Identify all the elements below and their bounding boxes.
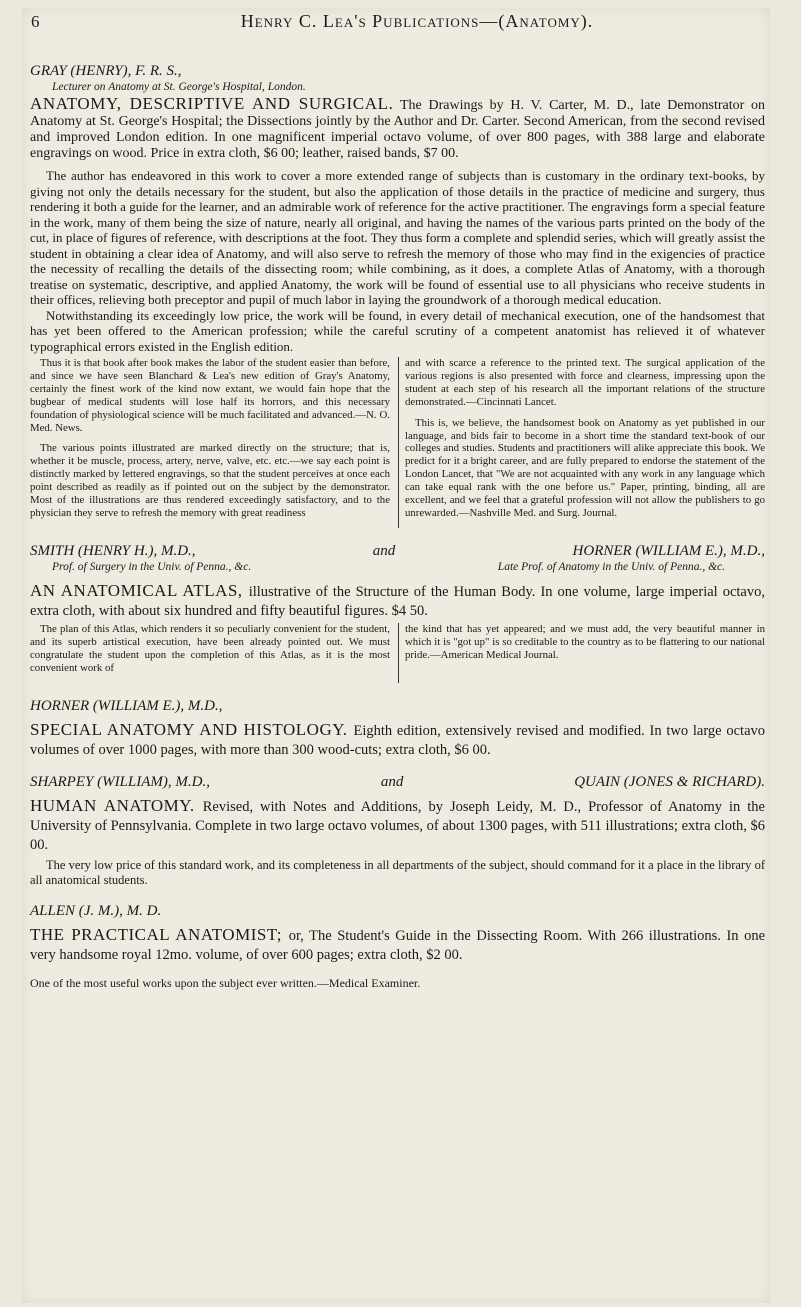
- page-header: [22, 8, 770, 38]
- book-details: illustrative of the Structure of the Human Body. In one volume, large imperial octavo, extra cloth, with about six hundred and fifty beautiful figures. $4 50.: [30, 583, 765, 619]
- author-heading: GRAY (HENRY), F. R. S.,: [30, 63, 182, 79]
- author-affiliation: Prof. of Surgery in the Univ. of Penna., &c.: [52, 560, 252, 573]
- book-title: AN ANATOMICAL ATLAS,: [30, 580, 243, 600]
- review-quote: One of the most useful works upon the subject ever written.—Medical Examiner.: [30, 975, 421, 990]
- book-details: The Drawings by H. V. Carter, M. D., late Demonstrator on Anatomy at St. George's Hospital; the Dissections jointly by the Author and Dr. Carter. Second American, from the second revised and improved London edition. In one magnificent imperial octavo volume, of over 800 pages, with 388 large and elaborate engravings on wood. Price in extra cloth, $6 00; leather, raised bands, $7 00.: [30, 98, 766, 161]
- author-affiliation: Late Prof. of Anatomy in the Univ. of Penna., &c.: [497, 560, 725, 573]
- review-quote: and with scarce a reference to the printed text. The surgical application of the various regions is also presented with force and clearness, impressing upon the student at each step of his research all the important relations of the structure demonstrated.—Cincinnati Lancet.: [405, 357, 765, 408]
- body-paragraph: The very low price of this standard work, and its completeness in all departments of the subject, should command for it a place in the library of all anatomical students.: [30, 857, 765, 887]
- and-connector: and: [372, 542, 396, 559]
- author-heading: ALLEN (J. M.), M. D.: [30, 902, 162, 919]
- book-title: ANATOMY, DESCRIPTIVE AND SURGICAL.: [30, 94, 394, 113]
- author-heading: SHARPEY (WILLIAM), M.D.,: [30, 773, 210, 790]
- author-heading: HORNER (WILLIAM E.), M.D.,: [30, 697, 223, 714]
- body-paragraph: The author has endeavored in this work to cover a more extended range of subjects than is customary in the ordinary text-books, by giving not only the details necessary for the student, but also the application of those details in the practice of medicine and surgery, thus rendering it both a guide for the learner, and an admirable work of reference for the active practitioner. The engravings form a special feature in the work, many of them being the size of nature, nearly all original, and having the names of the various parts printed on the body of the cut, in place of figures of reference, with descriptions at the foot. They thus form a complete and splendid series, which will greatly assist the student in obtaining a clear idea of Anatomy, and will also serve to refresh the memory of those who may find in the exigencies of practice the necessity of recalling the details of the dissecting room; while combining, as it does, a complete Atlas of Anatomy, with a thorough treatise on systematic, descriptive, and applied Anatomy, the work will be found of essential use to all physicians who receive students in their offices, relieving both preceptor and pupil of much labor in laying the groundwork of a thorough medical education.: [30, 168, 765, 307]
- entry-sharpey-quain: [30, 773, 765, 888]
- book-details: Eighth edition, extensively revised and modified. In two large octavo volumes of over 1000 pages, with more than 300 wood-cuts; extra cloth, $6 00.: [30, 722, 765, 758]
- book-title: SPECIAL ANATOMY AND HISTOLOGY.: [30, 719, 348, 739]
- entry-description: [30, 721, 765, 759]
- review-quote: This is, we believe, the handsomest book on Anatomy as yet published in our language, and bids fair to become in a short time the standard text-book of our colleges and studies. Students and practitioners will alike appreciate this book. We predict for it a bright career, and are fully prepared to endorse the statement of the London Lancet, that "We are not acquainted with any work in any language which can take equal rank with the one before us." Paper, printing, binding, all are excellent, and we feel that a grateful profession will not allow the publishers to go unrewarded.—Nashville Med. and Surg. Journal.: [405, 416, 765, 519]
- author-heading: SMITH (HENRY H.), M.D.,: [30, 542, 196, 559]
- page-number: 6: [31, 12, 40, 31]
- review-column-left: [30, 357, 390, 528]
- entry-smith-horner: [30, 542, 765, 683]
- review-column-left: [30, 623, 390, 683]
- review-columns: [30, 357, 765, 528]
- entry-description: [30, 926, 765, 964]
- entry-gray: [30, 62, 765, 528]
- author-heading: QUAIN (JONES & RICHARD).: [574, 773, 765, 790]
- book-title: HUMAN ANATOMY.: [30, 795, 195, 815]
- review-quote: The various points illustrated are marked directly on the structure; that is, whether it be muscle, process, artery, nerve, valve, etc. etc.—we say each point is distinctly marked by lettered engravings, so that the student perceives at once each point described as readily as if pointed out on the subject by the demonstrator. Most of the illustrations are thus rendered exceedingly satisfactory, and to the physician they serve to refresh the memory with great readiness: [30, 442, 390, 519]
- author-pair: [30, 773, 765, 791]
- and-connector: and: [380, 773, 404, 790]
- review-column-right: [398, 357, 765, 528]
- book-page: [22, 8, 770, 1303]
- review-quote: Thus it is that book after book makes the labor of the student easier than before, and since we have seen Blanchard & Lea's new edition of Gray's Anatomy, certainly the finest work of the kind now extant, we would fain hope that the bugbear of medical students will lose half its horrors, and this necessary foundation of physiological science will be much facilitated and advanced.—N. O. Med. News.: [30, 357, 390, 434]
- page-content: [30, 62, 765, 1002]
- author-affiliation: Lecturer on Anatomy at St. George's Hospital, London.: [52, 81, 306, 93]
- entry-description: [30, 96, 765, 162]
- review-quote: the kind that has yet appeared; and we must add, the very beautiful manner in which it is "got up" is so creditable to the country as to be flattering to our national pride.—American Medical Journal.: [405, 622, 765, 661]
- running-title: Henry C. Lea's Publications—(Anatomy).: [240, 11, 594, 31]
- entry-description: [30, 797, 765, 854]
- entry-allen: [30, 902, 765, 990]
- review-columns: [30, 623, 765, 683]
- book-details: Revised, with Notes and Additions, by Joseph Leidy, M. D., Professor of Anatomy in the University of Pennsylvania. Complete in two large octavo volumes, of about 1300 pages, with 511 illustrations; extra cloth, $6 00.: [30, 798, 765, 853]
- entry-description: [30, 582, 765, 620]
- entry-horner: [30, 697, 765, 759]
- author-heading: HORNER (WILLIAM E.), M.D.,: [572, 542, 765, 559]
- book-details: or, The Student's Guide in the Dissecting Room. With 266 illustrations. In one very handsome royal 12mo. volume, of over 600 pages; extra cloth, $2 00.: [30, 927, 766, 963]
- review-quote: The plan of this Atlas, which renders it so peculiarly convenient for the student, and its superb artistical execution, have been already pointed out. We must congratulate the student upon the completion of this Atlas, as it is the most convenient work of: [30, 622, 390, 674]
- affiliation-pair: [30, 560, 765, 576]
- book-title: THE PRACTICAL ANATOMIST;: [30, 924, 282, 944]
- body-paragraph: Notwithstanding its exceedingly low price, the work will be found, in every detail of mechanical execution, one of the handsomest that has yet been offered to the American profession; while the careful scrutiny of a competent anatomist has relieved it of whatever typographical errors existed in the English edition.: [30, 307, 765, 354]
- author-pair: [30, 542, 765, 560]
- review-column-right: [398, 623, 765, 683]
